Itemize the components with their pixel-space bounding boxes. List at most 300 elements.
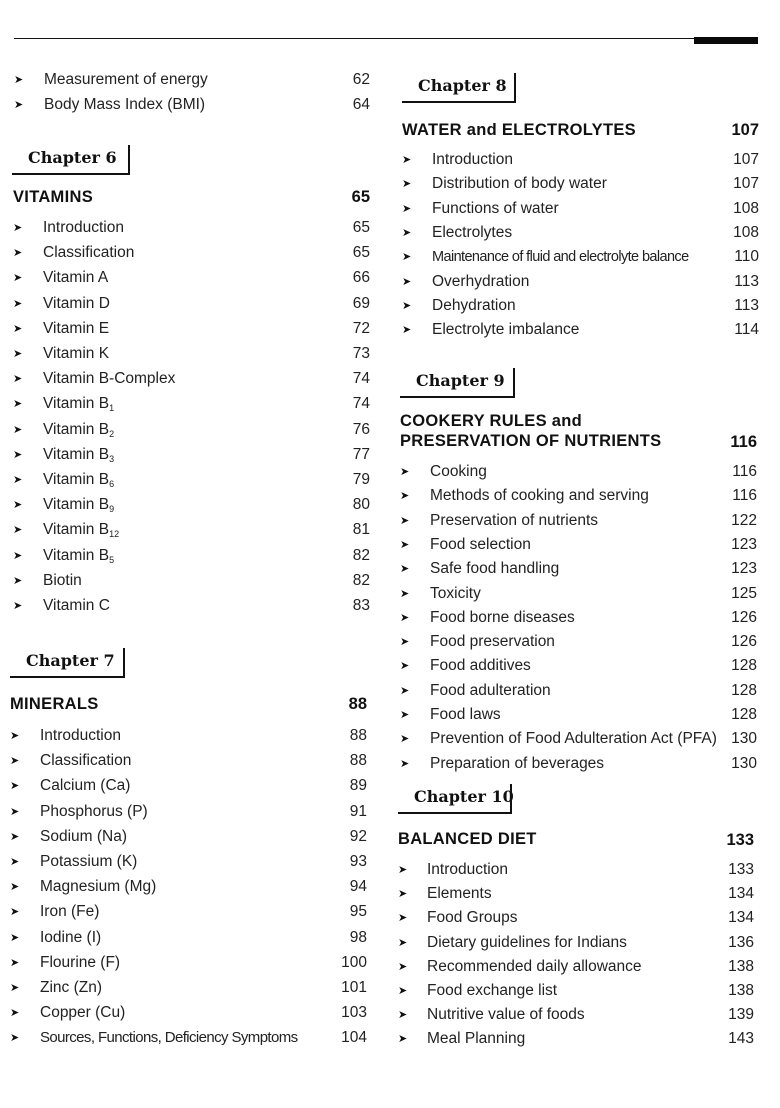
toc-entry-page: 104 <box>341 1029 367 1047</box>
toc-entry[interactable] <box>13 494 370 516</box>
toc-entry[interactable] <box>13 595 370 617</box>
toc-entry[interactable] <box>13 444 370 466</box>
toc-entry-text: Food preservation <box>430 633 555 651</box>
toc-entry[interactable] <box>13 368 370 390</box>
toc-entry-page: 108 <box>733 223 759 241</box>
chapter-label: Chapter 6 <box>28 148 117 167</box>
toc-entry-label <box>430 534 531 556</box>
chapter-start-page: 116 <box>730 433 757 451</box>
arrow-bullet-icon: ➤ <box>402 178 412 191</box>
toc-entry-page: 125 <box>731 584 757 602</box>
toc-entry[interactable] <box>10 775 367 797</box>
arrow-bullet-icon: ➤ <box>13 474 23 486</box>
toc-entry-page: 76 <box>352 420 370 438</box>
toc-entry[interactable] <box>400 680 757 702</box>
toc-entry[interactable] <box>402 173 759 195</box>
toc-entry-text: Copper (Cu) <box>40 1004 126 1022</box>
toc-entry-label <box>43 595 110 617</box>
toc-entry-text: Cooking <box>430 463 487 480</box>
arrow-bullet-icon: ➤ <box>402 154 412 166</box>
top-rule-bar <box>694 37 758 44</box>
toc-entry-label <box>43 494 114 516</box>
toc-entry-page: 80 <box>352 496 370 514</box>
toc-entry-page: 66 <box>352 269 370 287</box>
subscript: 12 <box>109 529 120 540</box>
toc-entry-text: Food laws <box>430 706 501 723</box>
arrow-bullet-icon: ➤ <box>400 490 410 503</box>
arrow-bullet-icon: ➤ <box>10 881 20 894</box>
arrow-bullet-icon: ➤ <box>402 226 412 239</box>
arrow-bullet-icon: ➤ <box>13 499 23 512</box>
toc-entry-text: Elements <box>427 885 492 903</box>
toc-entry-text: Vitamin C <box>43 597 110 614</box>
toc-entry[interactable] <box>13 343 370 365</box>
toc-entry[interactable] <box>400 607 757 629</box>
toc-entry[interactable] <box>402 295 759 317</box>
arrow-bullet-icon: ➤ <box>10 805 20 818</box>
toc-entry[interactable] <box>10 876 367 898</box>
toc-entry[interactable] <box>398 1028 754 1050</box>
toc-entry-page: 116 <box>732 463 757 480</box>
toc-entry-label <box>430 583 481 605</box>
subscript: 2 <box>109 428 115 439</box>
toc-entry-label <box>430 461 487 483</box>
toc-entry[interactable] <box>10 977 367 999</box>
toc-entry-label <box>430 655 531 677</box>
toc-entry[interactable] <box>13 519 370 541</box>
toc-entry[interactable] <box>10 1027 367 1049</box>
toc-entry[interactable] <box>398 956 754 978</box>
arrow-bullet-icon: ➤ <box>13 524 23 537</box>
toc-entry-page: 103 <box>341 1004 367 1022</box>
chapter-label-box <box>12 145 130 175</box>
toc-entry-page: 130 <box>731 730 757 748</box>
toc-entry-text: Food adulteration <box>430 681 551 699</box>
toc-entry-text: Sources, Functions, Deficiency Symptoms <box>40 1029 298 1047</box>
arrow-bullet-icon: ➤ <box>398 936 408 949</box>
toc-entry-text: Vitamin E <box>43 319 110 337</box>
toc-entry-text: Sodium (Na) <box>40 827 127 845</box>
toc-entry-page: 98 <box>349 928 367 946</box>
toc-entry-text: Recommended daily allowance <box>427 957 642 975</box>
toc-entry-label <box>40 725 121 747</box>
toc-entry-text: Classification <box>43 244 135 262</box>
toc-entry[interactable] <box>13 242 370 264</box>
toc-entry[interactable] <box>402 149 759 171</box>
toc-entry-text: Vitamin B <box>43 546 110 564</box>
toc-entry-label <box>427 1004 585 1026</box>
toc-entry-page: 113 <box>734 272 759 290</box>
toc-entry-text: Vitamin B <box>43 496 110 514</box>
arrow-bullet-icon: ➤ <box>402 299 412 312</box>
toc-entry[interactable] <box>398 907 754 929</box>
toc-entry[interactable] <box>13 318 370 340</box>
arrow-bullet-icon: ➤ <box>13 423 23 436</box>
chapter-title[interactable]: MINERALS <box>10 695 99 713</box>
toc-entry-page: 130 <box>731 754 757 772</box>
toc-entry-text: Vitamin K <box>43 345 110 362</box>
chapter-start-page: 65 <box>351 188 370 206</box>
toc-entry[interactable] <box>400 461 757 483</box>
arrow-bullet-icon: ➤ <box>14 74 24 86</box>
arrow-bullet-icon: ➤ <box>400 660 410 673</box>
toc-entry-page: 134 <box>728 909 754 927</box>
toc-entry-page: 113 <box>734 296 759 314</box>
arrow-bullet-icon: ➤ <box>400 514 410 527</box>
arrow-bullet-icon: ➤ <box>13 600 23 612</box>
toc-entry-page: 93 <box>349 853 367 870</box>
toc-entry[interactable] <box>400 753 757 775</box>
arrow-bullet-icon: ➤ <box>400 563 410 576</box>
arrow-bullet-icon: ➤ <box>10 780 20 793</box>
toc-entry-text: Functions of water <box>432 199 559 217</box>
toc-entry[interactable] <box>14 94 370 116</box>
toc-entry-text: Measurement of energy <box>44 71 208 88</box>
toc-entry-label <box>427 883 492 905</box>
toc-entry-text: Phosphorus (P) <box>40 802 148 820</box>
toc-entry-page: 138 <box>728 982 754 999</box>
chapter-label-box <box>398 784 512 814</box>
toc-entry-label <box>40 801 148 823</box>
toc-entry-text: Safe food handling <box>430 560 560 578</box>
toc-entry[interactable] <box>10 801 367 823</box>
toc-entry-label <box>40 876 156 898</box>
toc-entry-page: 100 <box>341 953 367 971</box>
toc-entry-text: Vitamin B <box>43 420 110 438</box>
toc-entry-label <box>432 198 559 220</box>
toc-entry-label <box>40 901 99 923</box>
toc-entry-text: Vitamin B <box>43 445 110 463</box>
arrow-bullet-icon: ➤ <box>400 733 410 746</box>
toc-entry[interactable] <box>400 583 757 605</box>
subscript: 3 <box>109 453 115 464</box>
toc-entry-page: 74 <box>352 395 370 413</box>
toc-entry[interactable] <box>13 217 370 239</box>
toc-entry-page: 133 <box>728 861 754 878</box>
toc-entry-text: Introduction <box>43 219 124 236</box>
chapter-label: Chapter 9 <box>416 371 505 390</box>
toc-entry-label <box>43 217 124 239</box>
toc-entry-text: Zinc (Zn) <box>40 979 102 996</box>
toc-entry[interactable] <box>13 267 370 289</box>
toc-entry-text: Iron (Fe) <box>40 903 100 921</box>
chapter-start-page: 107 <box>731 121 759 139</box>
toc-entry-page: 64 <box>352 96 370 113</box>
toc-entry-label <box>43 267 108 289</box>
toc-entry-label <box>40 851 137 873</box>
toc-entry-text: Food borne diseases <box>430 608 575 626</box>
arrow-bullet-icon: ➤ <box>13 272 23 285</box>
toc-entry[interactable] <box>400 534 757 556</box>
toc-entry[interactable] <box>398 883 754 905</box>
toc-entry-page: 110 <box>734 248 759 266</box>
arrow-bullet-icon: ➤ <box>400 684 410 697</box>
toc-entry-text: Distribution of body water <box>432 175 607 193</box>
toc-entry-text: Introduction <box>40 727 121 744</box>
toc-entry-page: 91 <box>349 802 367 820</box>
toc-entry[interactable] <box>400 558 757 580</box>
toc-entry-page: 88 <box>349 752 367 770</box>
toc-entry-text: Meal Planning <box>427 1030 526 1048</box>
toc-entry-page: 65 <box>352 244 370 262</box>
toc-entry-page: 79 <box>352 471 370 488</box>
toc-entry[interactable] <box>402 319 759 341</box>
toc-entry-page: 128 <box>731 706 757 723</box>
toc-entry-text: Toxicity <box>430 584 481 602</box>
toc-entry[interactable] <box>400 728 757 750</box>
toc-entry-label <box>430 558 559 580</box>
toc-entry-page: 134 <box>728 885 754 903</box>
toc-entry-label <box>432 295 516 317</box>
toc-entry-label <box>40 952 120 974</box>
arrow-bullet-icon: ➤ <box>13 398 23 411</box>
arrow-bullet-icon: ➤ <box>400 538 410 551</box>
toc-entry-text: Vitamin A <box>43 269 109 287</box>
toc-entry-label <box>432 149 513 171</box>
toc-entry-label <box>430 607 575 629</box>
toc-entry-page: 138 <box>728 957 754 975</box>
toc-entry[interactable] <box>13 469 370 491</box>
toc-entry-text: Dietary guidelines for Indians <box>427 933 627 951</box>
chapter-label-box <box>402 73 516 103</box>
toc-entry-label <box>427 1028 525 1050</box>
chapter-start-page: 88 <box>348 695 367 713</box>
toc-entry-text: Dehydration <box>432 296 516 314</box>
toc-entry-page: 92 <box>349 827 367 845</box>
toc-entry-page: 108 <box>733 199 759 217</box>
toc-entry-text: Methods of cooking and serving <box>430 487 649 505</box>
chapter-title[interactable]: WATER and ELECTROLYTES <box>402 121 636 139</box>
toc-entry-label <box>40 977 102 999</box>
toc-entry-label <box>430 485 649 507</box>
toc-entry[interactable] <box>400 485 757 507</box>
toc-entry-text: Classification <box>40 752 132 770</box>
toc-entry-text: Introduction <box>427 861 508 878</box>
toc-entry-text: Electrolytes <box>432 223 513 241</box>
toc-entry[interactable] <box>10 750 367 772</box>
toc-entry[interactable] <box>13 545 370 567</box>
toc-entry-text: Body Mass Index (BMI) <box>44 96 206 113</box>
toc-entry-label <box>43 444 114 466</box>
toc-entry-label <box>43 368 175 390</box>
toc-entry-text: Prevention of Food Adulteration Act (PFA) <box>430 730 717 748</box>
toc-entry-text: Calcium (Ca) <box>40 777 131 795</box>
toc-entry-page: 136 <box>728 933 754 951</box>
toc-entry[interactable] <box>398 1004 754 1026</box>
toc-entry[interactable] <box>10 1002 367 1024</box>
toc-entry-label <box>43 343 109 365</box>
arrow-bullet-icon: ➤ <box>13 348 23 360</box>
toc-entry[interactable] <box>402 222 759 244</box>
toc-entry-label <box>40 927 101 949</box>
toc-entry[interactable] <box>13 570 370 592</box>
toc-entry-label <box>43 519 119 541</box>
chapter-title-line2[interactable]: PRESERVATION OF NUTRIENTS <box>400 432 662 450</box>
subscript: 5 <box>109 554 115 565</box>
toc-entry[interactable] <box>402 198 759 220</box>
toc-entry-label <box>43 469 114 491</box>
toc-entry[interactable] <box>402 271 759 293</box>
arrow-bullet-icon: ➤ <box>10 830 20 843</box>
toc-entry-page: 128 <box>731 681 757 699</box>
toc-entry-label <box>427 980 557 1002</box>
toc-entry-text: Vitamin B-Complex <box>43 370 176 388</box>
toc-entry-label <box>432 271 529 293</box>
toc-entry-label <box>430 704 501 726</box>
toc-entry[interactable] <box>13 393 370 415</box>
toc-entry[interactable] <box>10 901 367 923</box>
arrow-bullet-icon: ➤ <box>398 985 408 997</box>
toc-entry-text: Potassium (K) <box>40 853 138 870</box>
arrow-bullet-icon: ➤ <box>398 1033 408 1046</box>
arrow-bullet-icon: ➤ <box>402 275 412 288</box>
subscript: 9 <box>109 504 115 515</box>
toc-entry[interactable] <box>10 927 367 949</box>
toc-entry-label <box>44 69 208 91</box>
toc-entry[interactable] <box>400 510 757 532</box>
arrow-bullet-icon: ➤ <box>402 324 412 337</box>
arrow-bullet-icon: ➤ <box>400 636 410 649</box>
toc-entry-page: 139 <box>728 1006 754 1024</box>
toc-entry[interactable] <box>14 69 370 91</box>
toc-entry-label <box>430 510 598 532</box>
toc-entry-label <box>40 1002 125 1024</box>
toc-entry-page: 123 <box>731 535 757 553</box>
toc-entry-label <box>40 750 131 772</box>
subscript: 6 <box>109 479 115 489</box>
toc-entry[interactable] <box>400 704 757 726</box>
chapter-title-line1[interactable]: COOKERY RULES and <box>400 412 583 430</box>
toc-entry-text: Vitamin B <box>43 521 110 539</box>
toc-entry-label <box>430 753 604 775</box>
toc-entry[interactable] <box>402 246 759 268</box>
toc-entry-page: 122 <box>731 511 757 529</box>
arrow-bullet-icon: ➤ <box>13 549 23 562</box>
toc-entry-label <box>40 1027 298 1049</box>
toc-entry-label <box>43 242 134 264</box>
toc-entry-label <box>427 932 627 954</box>
arrow-bullet-icon: ➤ <box>10 1032 20 1045</box>
arrow-bullet-icon: ➤ <box>10 730 20 742</box>
toc-entry-label <box>43 318 109 340</box>
toc-entry-page: 81 <box>352 521 370 539</box>
arrow-bullet-icon: ➤ <box>398 912 408 925</box>
toc-entry-page: 72 <box>352 319 370 337</box>
toc-entry-page: 116 <box>732 487 757 505</box>
toc-entry-page: 126 <box>731 633 757 651</box>
arrow-bullet-icon: ➤ <box>13 448 23 461</box>
toc-entry-text: Electrolyte imbalance <box>432 321 580 339</box>
toc-entry-page: 88 <box>349 727 367 744</box>
toc-entry-page: 128 <box>731 657 757 675</box>
toc-entry-label <box>44 94 205 116</box>
chapter-label: Chapter 7 <box>26 651 115 670</box>
toc-entry-label <box>432 319 579 341</box>
arrow-bullet-icon: ➤ <box>402 202 412 215</box>
toc-entry[interactable] <box>10 952 367 974</box>
arrow-bullet-icon: ➤ <box>14 99 24 111</box>
arrow-bullet-icon: ➤ <box>398 1009 408 1022</box>
chapter-label: Chapter 8 <box>418 76 507 95</box>
toc-entry[interactable] <box>400 655 757 677</box>
toc-entry[interactable] <box>400 631 757 653</box>
arrow-bullet-icon: ➤ <box>13 373 23 386</box>
toc-entry-text: Food selection <box>430 535 531 553</box>
toc-entry-page: 95 <box>349 903 367 921</box>
arrow-bullet-icon: ➤ <box>398 888 408 901</box>
toc-entry-label <box>40 775 130 797</box>
arrow-bullet-icon: ➤ <box>402 251 412 264</box>
arrow-bullet-icon: ➤ <box>13 247 23 260</box>
toc-entry-page: 123 <box>731 560 757 578</box>
toc-entry-label <box>432 246 689 268</box>
arrow-bullet-icon: ➤ <box>10 856 20 868</box>
toc-entry-text: Preparation of beverages <box>430 754 605 772</box>
arrow-bullet-icon: ➤ <box>10 1007 20 1020</box>
arrow-bullet-icon: ➤ <box>10 956 20 969</box>
toc-entry-label <box>430 680 551 702</box>
toc-entry[interactable] <box>10 851 367 873</box>
toc-entry[interactable] <box>398 932 754 954</box>
arrow-bullet-icon: ➤ <box>10 906 20 919</box>
toc-entry-text: Biotin <box>43 571 82 589</box>
toc-entry[interactable] <box>13 293 370 315</box>
toc-entry-page: 89 <box>349 777 367 795</box>
toc-entry[interactable] <box>398 859 754 881</box>
arrow-bullet-icon: ➤ <box>13 222 23 234</box>
arrow-bullet-icon: ➤ <box>400 709 410 721</box>
toc-entry-page: 73 <box>352 345 370 362</box>
arrow-bullet-icon: ➤ <box>10 755 20 768</box>
chapter-title[interactable]: VITAMINS <box>13 188 94 206</box>
toc-entry-page: 77 <box>352 445 370 463</box>
arrow-bullet-icon: ➤ <box>400 757 410 770</box>
chapter-label: Chapter 10 <box>414 787 514 806</box>
toc-entry-label <box>430 728 717 750</box>
toc-entry-page: 126 <box>731 608 757 626</box>
toc-entry-text: Vitamin B <box>43 395 110 413</box>
toc-entry-page: 62 <box>352 71 370 88</box>
toc-entry-text: Vitamin D <box>43 294 110 312</box>
chapter-start-page: 133 <box>726 831 754 849</box>
top-rule <box>14 38 758 39</box>
arrow-bullet-icon: ➤ <box>398 960 408 973</box>
toc-entry-label <box>427 859 508 881</box>
toc-entry-page: 74 <box>352 370 370 388</box>
toc-entry-label <box>43 393 114 415</box>
arrow-bullet-icon: ➤ <box>13 297 23 310</box>
toc-entry-label <box>432 222 512 244</box>
toc-entry[interactable] <box>10 725 367 747</box>
toc-entry-text: Food exchange list <box>427 982 558 999</box>
arrow-bullet-icon: ➤ <box>400 466 410 478</box>
arrow-bullet-icon: ➤ <box>398 864 408 876</box>
toc-entry-page: 65 <box>352 219 370 236</box>
toc-entry-page: 82 <box>352 571 370 589</box>
toc-entry-text: Preservation of nutrients <box>430 511 599 529</box>
arrow-bullet-icon: ➤ <box>400 587 410 600</box>
chapter-label-box <box>400 368 515 398</box>
toc-entry-label <box>427 956 642 978</box>
chapter-title[interactable]: BALANCED DIET <box>398 830 537 848</box>
toc-entry[interactable] <box>13 419 370 441</box>
toc-entry[interactable] <box>398 980 754 1002</box>
toc-entry-label <box>427 907 517 929</box>
toc-entry[interactable] <box>10 826 367 848</box>
toc-entry-page: 107 <box>733 151 759 168</box>
arrow-bullet-icon: ➤ <box>13 574 23 587</box>
toc-entry-label <box>43 570 82 592</box>
